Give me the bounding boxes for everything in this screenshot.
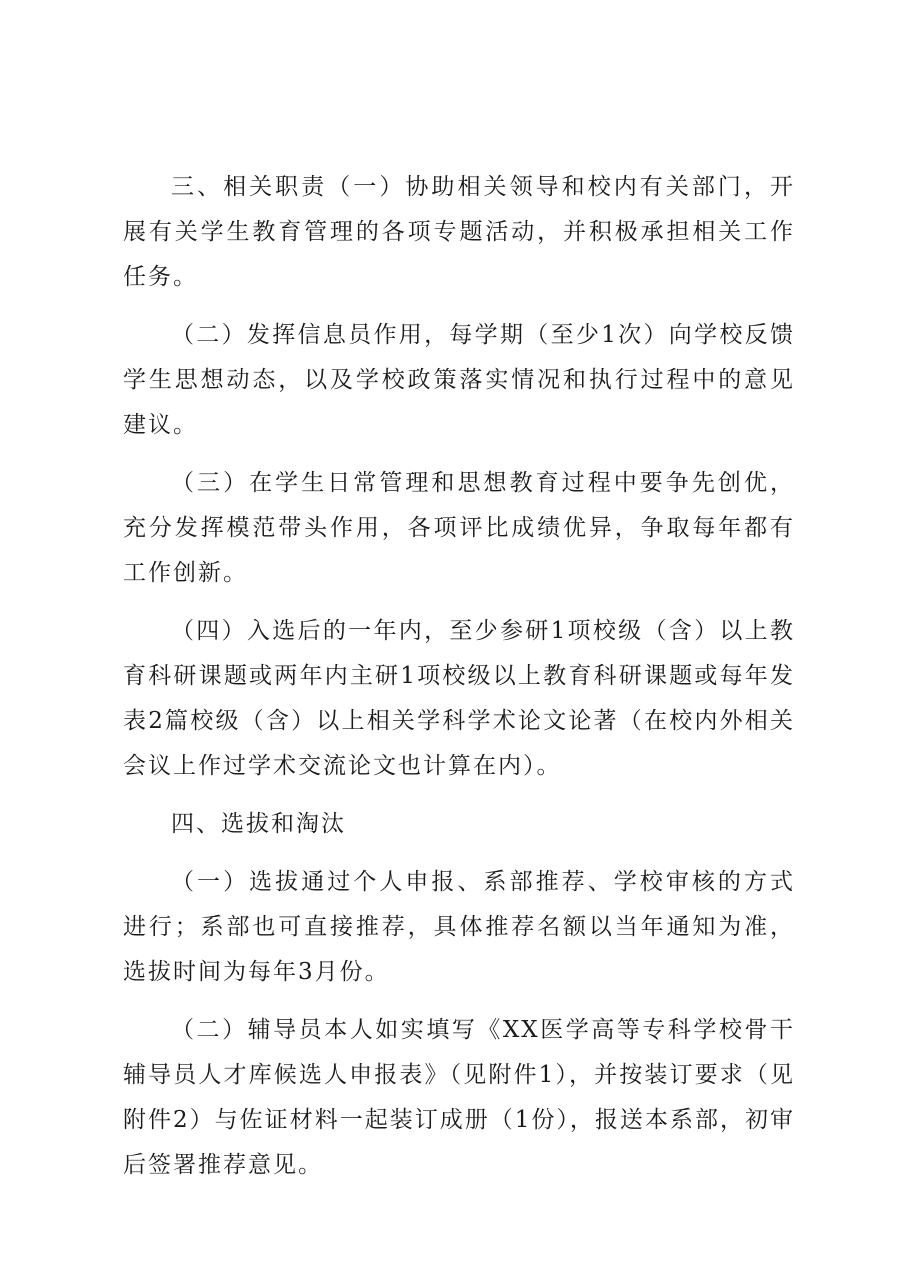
paragraph-selection-1: （一）选拔通过个人申报、系部推荐、学校审核的方式进行；系部也可直接推荐，具体推荐名额以当年通知为准，选拔时间为每年3月份。 xyxy=(123,869,795,985)
paragraph-selection-2: （二）辅导员本人如实填写《XX医学高等专科学校骨干辅导员人才库候选人申报表》（见附件1），并按装订要求（见附件2）与佐证材料一起装订成册（1份），报送本系部，初审后签署推荐意见。 xyxy=(123,1017,795,1178)
document-body xyxy=(123,165,795,1201)
paragraph-responsibilities-1: 三、相关职责（一）协助相关领导和校内有关部门，开展有关学生教育管理的各项专题活动，并积极承担相关工作任务。 xyxy=(123,174,795,290)
paragraph-responsibilities-3: （三）在学生日常管理和思想教育过程中要争先创优，充分发挥模范带头作用，各项评比成绩优异，争取每年都有工作创新。 xyxy=(123,470,795,586)
section-heading-selection: 四、选拔和淘汰 xyxy=(171,811,346,837)
paragraph-responsibilities-2: （二）发挥信息员作用，每学期（至少1次）向学校反馈学生思想动态，以及学校政策落实情况和执行过程中的意见建议。 xyxy=(123,322,795,438)
paragraph-responsibilities-4: （四）入选后的一年内，至少参研1项校级（含）以上教育科研课题或两年内主研1项校级以上教育科研课题或每年发表2篇校级（含）以上相关学科学术论文论著（在校内外相关会议上作过学术交流论文也计算在内）。 xyxy=(123,618,795,779)
